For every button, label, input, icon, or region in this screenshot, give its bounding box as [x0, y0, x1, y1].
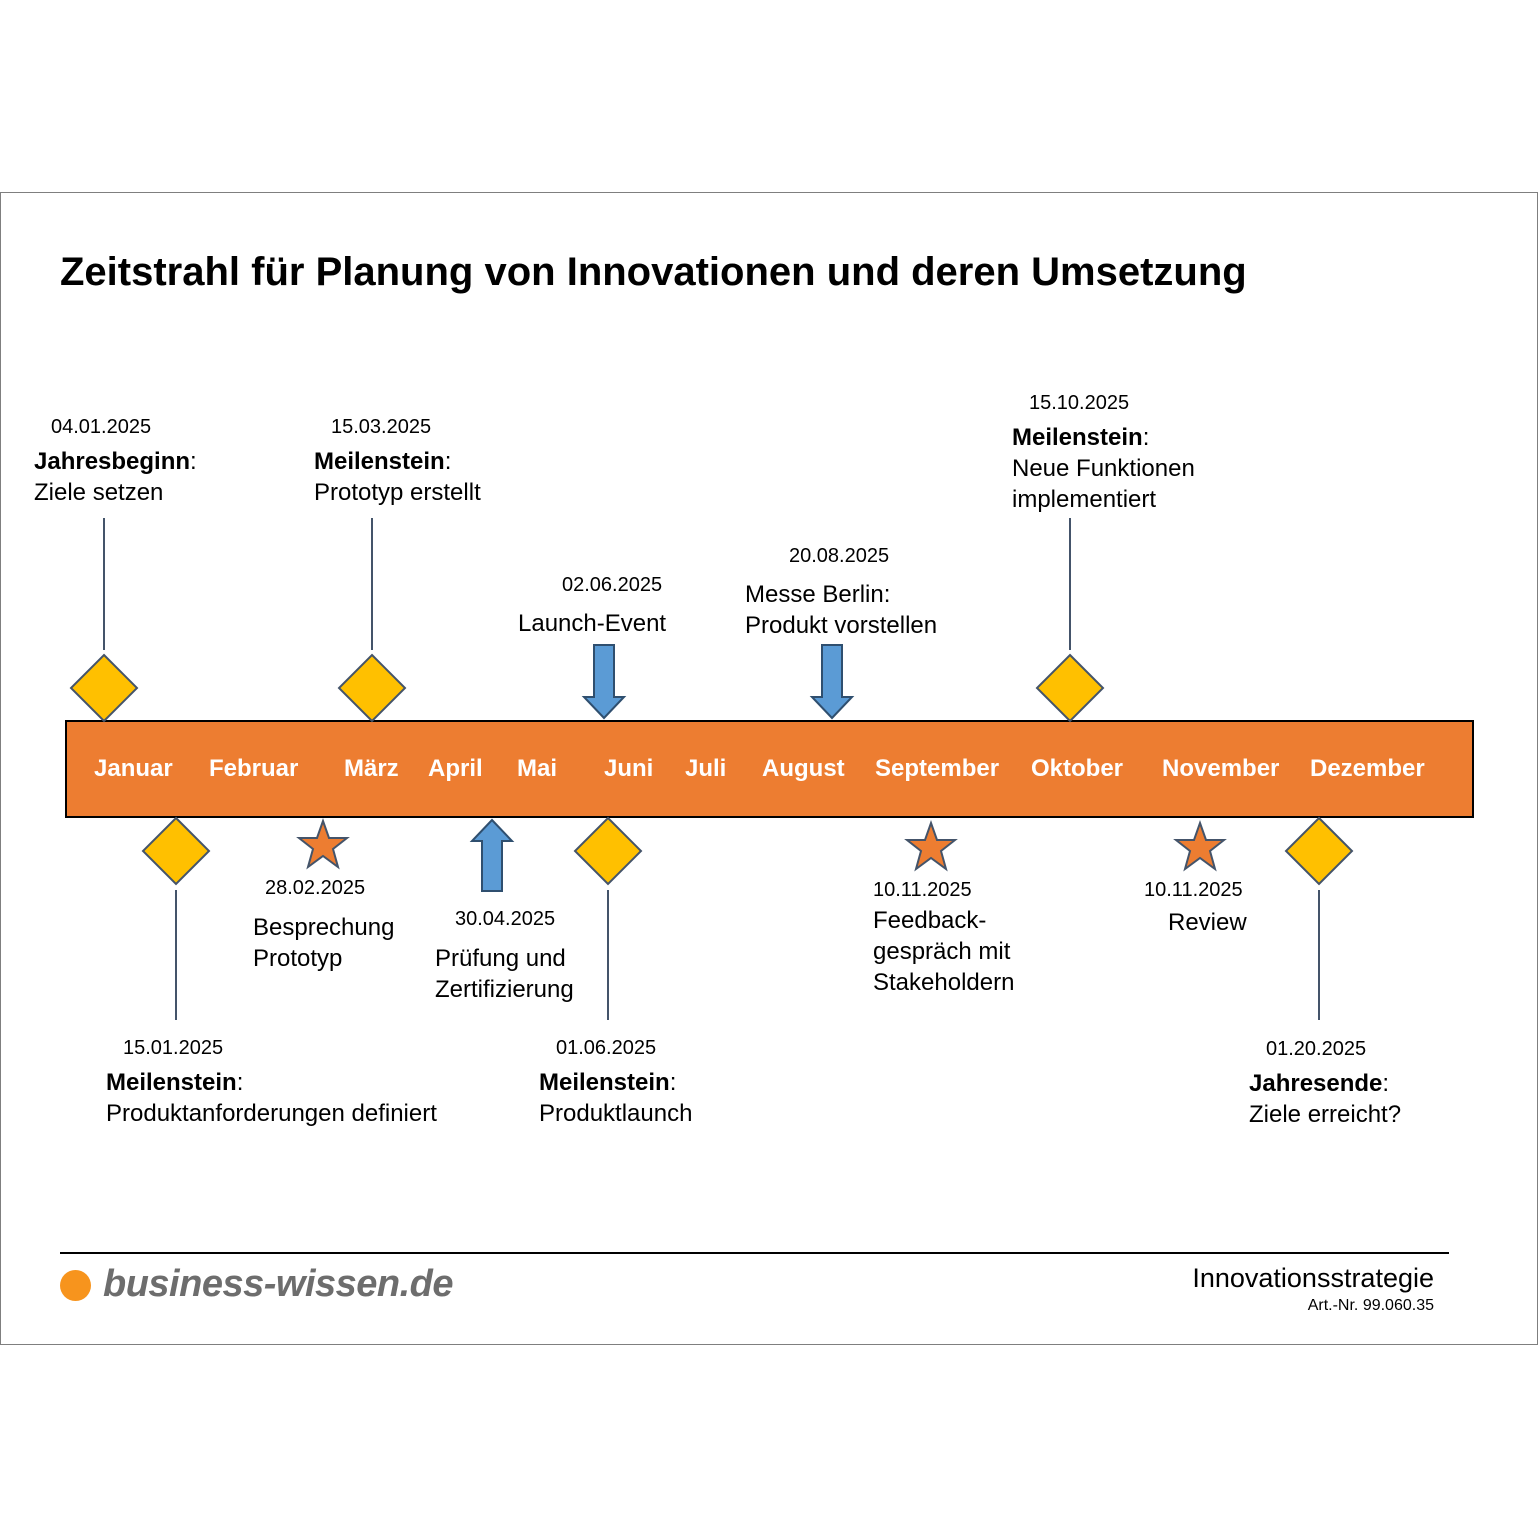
arrow-up-pruefung	[472, 820, 512, 891]
event-line: Feedback-	[873, 907, 987, 934]
event-date: 10.11.2025	[1144, 879, 1243, 901]
event-bold: Meilenstein	[539, 1069, 670, 1096]
event-label-feedback	[873, 905, 1014, 998]
star-feedback	[907, 823, 955, 869]
event-label-jahresende	[1249, 1068, 1401, 1130]
event-colon: :	[1382, 1070, 1390, 1097]
event-date: 02.06.2025	[562, 574, 663, 596]
event-date: 10.11.2025	[873, 879, 972, 901]
event-line: Besprechung	[253, 914, 395, 941]
logo: business-wissen.de	[103, 1263, 454, 1305]
event-label-neue-funktionen	[1012, 422, 1195, 515]
month-januar: Januar	[94, 755, 173, 782]
month-mai: Mai	[517, 755, 558, 782]
logo-dot-icon	[60, 1270, 91, 1301]
event-label-jahresbeginn	[34, 446, 197, 508]
arrow-down-messe-berlin	[812, 645, 852, 718]
page-title: Zeitstrahl für Planung von Innovationen und deren Umsetzung	[60, 250, 1247, 294]
event-line: Messe Berlin:	[745, 581, 891, 608]
month-november: November	[1162, 755, 1280, 782]
event-date: 15.10.2025	[1029, 392, 1130, 414]
milestone-diamond-jahresbeginn	[71, 655, 137, 721]
event-date: 01.06.2025	[556, 1037, 657, 1059]
event-date: 30.04.2025	[455, 908, 556, 930]
event-label-pruefung	[435, 943, 574, 1005]
event-label-messe-berlin	[745, 579, 937, 641]
star-besprechung	[299, 821, 347, 867]
event-line: Ziele setzen	[34, 479, 164, 506]
event-label-prototyp-erstellt	[314, 446, 481, 508]
event-bold: Jahresende	[1249, 1070, 1383, 1097]
event-colon: :	[444, 448, 452, 475]
event-date: 28.02.2025	[265, 877, 366, 899]
event-line: Produkt vorstellen	[745, 612, 938, 639]
star-review	[1176, 823, 1224, 869]
event-line: Stakeholdern	[873, 969, 1015, 996]
event-colon: :	[1142, 424, 1150, 451]
event-label-besprechung	[253, 912, 394, 974]
event-colon: :	[190, 448, 197, 475]
event-bold: Meilenstein	[314, 448, 445, 475]
article-number: Art.-Nr. 99.060.35	[1307, 1297, 1434, 1314]
month-februar: Februar	[209, 755, 299, 782]
event-line: Launch-Event	[518, 610, 667, 637]
month-dezember: Dezember	[1310, 755, 1425, 782]
month-oktober: Oktober	[1031, 755, 1124, 782]
event-line: Ziele erreicht?	[1249, 1101, 1402, 1128]
milestone-diamond-prototyp	[339, 655, 405, 721]
event-line: implementiert	[1012, 486, 1157, 513]
month-juli: Juli	[685, 755, 727, 782]
event-line: Neue Funktionen	[1012, 455, 1195, 482]
milestone-diamond-anforderungen	[143, 818, 209, 884]
document-title: Innovationsstrategie	[1192, 1263, 1434, 1293]
event-label-produktanforderungen	[106, 1067, 437, 1129]
milestone-diamond-jahresende	[1286, 818, 1352, 884]
event-line: Produktanforderungen definiert	[106, 1100, 437, 1127]
event-label-launch-event	[518, 608, 666, 639]
event-line: Zertifizierung	[435, 976, 574, 1003]
footer-divider	[60, 1252, 1449, 1254]
event-bold: Meilenstein	[106, 1069, 237, 1096]
month-april: April	[428, 755, 483, 782]
event-date: 01.20.2025	[1266, 1038, 1367, 1060]
event-line: gespräch mit	[873, 938, 1011, 965]
event-label-review	[1168, 907, 1247, 938]
month-maerz: März	[344, 755, 399, 782]
arrow-down-launch-event	[584, 645, 624, 718]
event-date: 20.08.2025	[789, 545, 890, 567]
month-juni: Juni	[604, 755, 654, 782]
month-september: September	[875, 755, 1000, 782]
event-date: 15.01.2025	[123, 1037, 224, 1059]
event-line: Prototyp	[253, 945, 343, 972]
event-label-produktlaunch	[539, 1067, 692, 1129]
event-bold: Meilenstein	[1012, 424, 1143, 451]
event-line: Review	[1168, 909, 1247, 936]
event-colon: :	[669, 1069, 677, 1096]
event-line: Prüfung und	[435, 945, 566, 972]
month-august: August	[762, 755, 845, 782]
event-bold: Jahresbeginn	[34, 448, 191, 475]
event-date: 15.03.2025	[331, 416, 432, 438]
event-date: 04.01.2025	[51, 416, 152, 438]
milestone-diamond-produktlaunch	[575, 818, 641, 884]
event-line: Produktlaunch	[539, 1100, 693, 1127]
event-line: Prototyp erstellt	[314, 479, 481, 506]
milestone-diamond-funktionen	[1037, 655, 1103, 721]
event-colon: :	[236, 1069, 244, 1096]
